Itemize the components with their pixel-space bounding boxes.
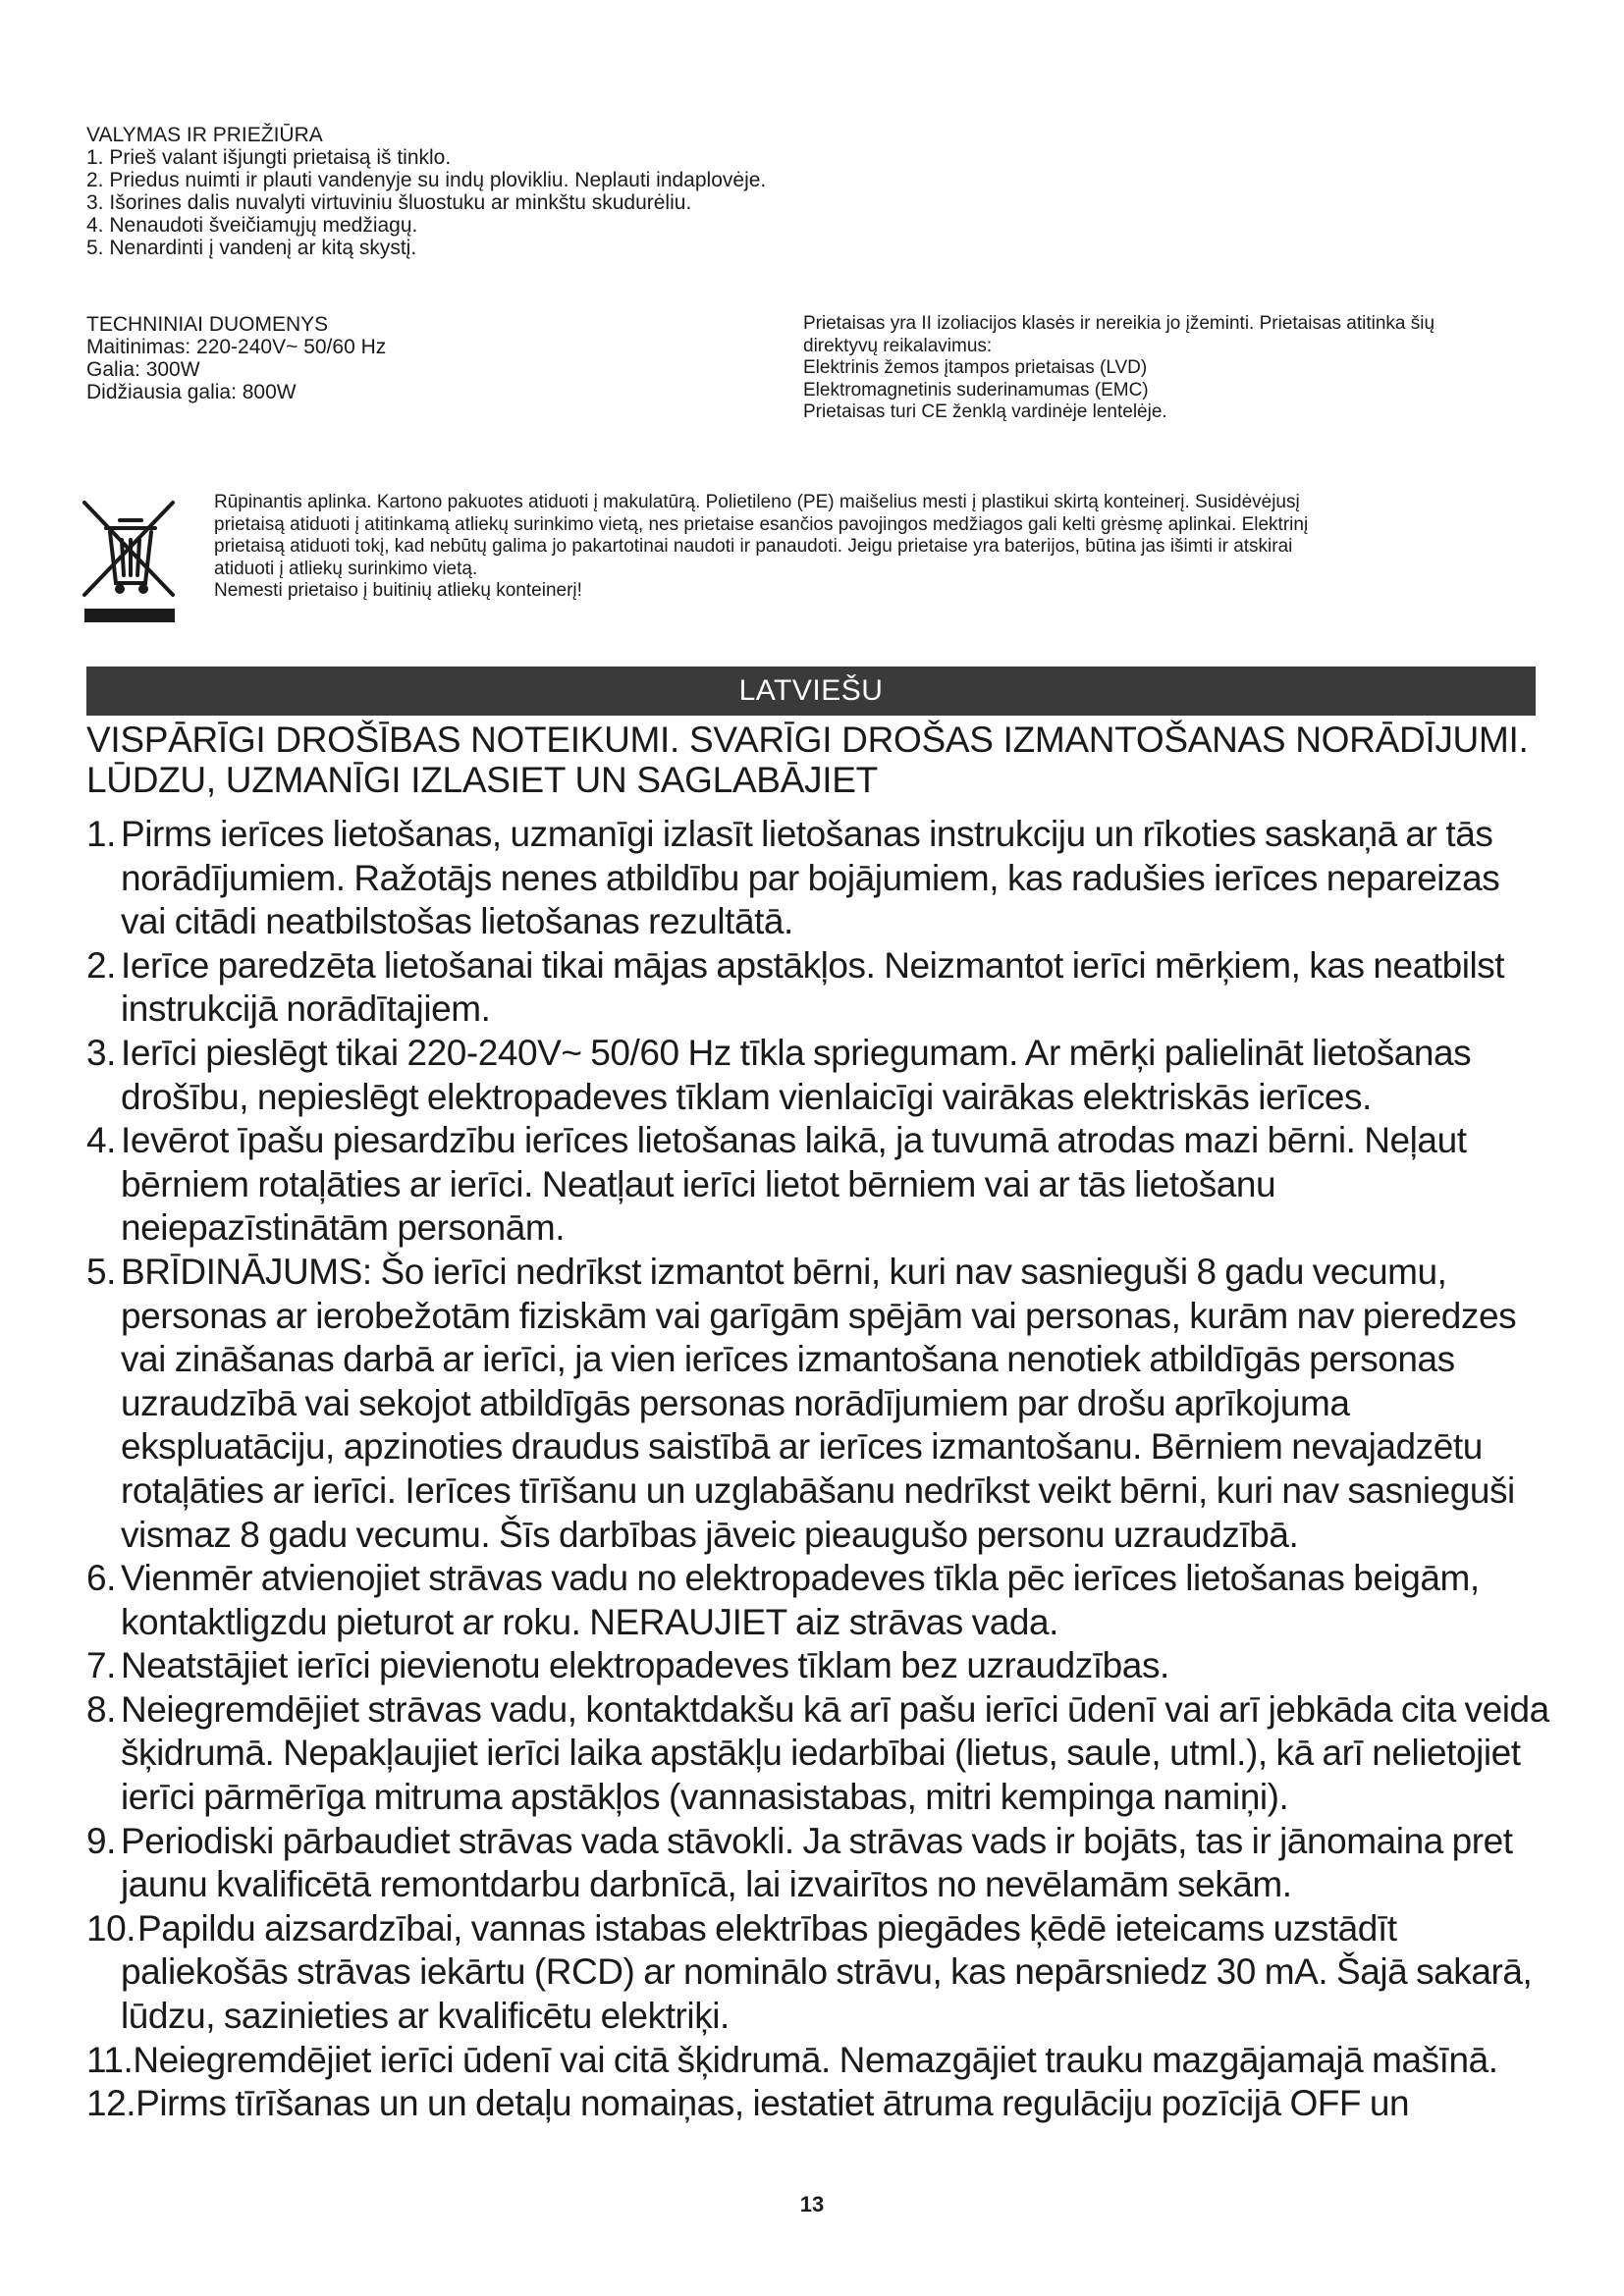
item-text: Neatstājiet ierīci pievienotu elektropadeves tīklam bez uzraudzības. bbox=[121, 1645, 1169, 1686]
item-text: Prieš valant išjungti prietaisą iš tinklo. bbox=[109, 146, 452, 169]
list-item bbox=[86, 1688, 1549, 1820]
list-item bbox=[86, 1557, 1549, 1644]
list-item bbox=[86, 169, 1068, 191]
item-text: Priedus nuimti ir plauti vandenyje su indų plovikliu. Neplauti indaplovėje. bbox=[109, 169, 767, 191]
lt-env-line: prietaisą atiduoti į atitinkamą atliekų surinkimo vietą, nes prietaise esančios pavojingos medžiagos gali kelti grėsmę aplinkai. Elektrinį bbox=[214, 513, 1309, 535]
item-text: Nenardinti į vandenį ar kitą skystį. bbox=[109, 237, 417, 259]
item-text: Papildu aizsardzībai, vannas istabas elektrības piegādes ķēdē ieteicams uzstādīt paliekošās strāvas iekārtu (RCD) ar nominālo strāvu, kas nepārsniedz 30 mA. Šajā sakarā, lūdzu, sazinieties ar kvalificētu elektriķi. bbox=[121, 1907, 1533, 2037]
item-number: 6. bbox=[86, 1558, 116, 1599]
crossed-bin-icon bbox=[81, 499, 183, 628]
lt-env-line: atiduoti į atliekų surinkimo vietą. bbox=[214, 558, 478, 579]
lv-heading-line: VISPĀRĪGI DROŠĪBAS NOTEIKUMI. SVARĪGI DROŠAS IZMANTOŠANAS NORĀDĪJUMI. bbox=[86, 720, 1529, 760]
item-number: 8. bbox=[86, 1688, 116, 1730]
item-text: Pirms ierīces lietošanas, uzmanīgi izlasīt lietošanas instrukciju un rīkoties saskaņā ar tās norādījumiem. Ražotājs nenes atbildību par bojājumiem, kas radušies ierīces nepareizas vai citādi neatbilstošas lietošanas rezultātā. bbox=[121, 814, 1500, 942]
lt-env-section bbox=[214, 492, 1549, 603]
item-text: Neiegremdējiet ierīci ūdenī vai citā šķidrumā. Nemazgājiet trauku mazgājamajā mašīnā. bbox=[133, 2039, 1498, 2080]
list-item bbox=[86, 191, 1068, 214]
item-number: 10. bbox=[86, 1907, 136, 1949]
lt-tech-line: Didžiausia galia: 800W bbox=[86, 381, 297, 403]
list-item bbox=[86, 214, 1068, 237]
lt-class-line: Prietaisas turi CE ženklą vardinėje lentelėje. bbox=[803, 401, 1167, 422]
lt-tech-title: TECHNINIAI DUOMENYS bbox=[86, 313, 329, 336]
lt-care-list bbox=[86, 146, 1068, 259]
item-number: 7. bbox=[86, 1645, 116, 1686]
lt-env-line: Nemesti prietaiso į buitinių atliekų konteinerį! bbox=[214, 580, 582, 601]
lt-class-line: Elektromagnetinis suderinamumas (EMC) bbox=[803, 379, 1149, 400]
item-number: 5. bbox=[86, 237, 104, 259]
list-item bbox=[86, 1820, 1549, 1907]
list-item bbox=[86, 1032, 1549, 1119]
item-text: Pirms tīrīšanas un un detaļu nomaiņas, iestatiet ātruma regulāciju pozīcijā OFF un bbox=[135, 2083, 1410, 2124]
item-text: Ierīci pieslēgt tikai 220-240V~ 50/60 Hz tīkla spriegumam. Ar mērķi palielināt lietošanas drošību, nepieslēgt elektropadeves tīklam vienlaicīgi vairākas elektriskās ierīces. bbox=[121, 1032, 1472, 1117]
list-item bbox=[86, 813, 1549, 944]
item-number: 4. bbox=[86, 214, 104, 237]
list-item bbox=[86, 237, 1068, 259]
list-item bbox=[86, 1644, 1549, 1688]
lt-env-line: prietaisą atiduoti tokį, kad nebūtų galima jo pakartotinai naudoti ir panaudoti. Jeigu prietaise yra baterijos, būtina jas išimti ir atskirai bbox=[214, 536, 1293, 557]
item-number: 1. bbox=[86, 146, 104, 169]
lt-class-section bbox=[803, 313, 1549, 424]
item-text: Neiegremdējiet strāvas vadu, kontaktdakšu kā arī pašu ierīci ūdenī vai arī jebkāda cita veida šķidrumā. Nepakļaujiet ierīci laika apstākļu iedarbībai (lietus, saule, utml.), kā arī nelietojiet ierīci pārmērīga mitruma apstākļos (vannasistabas, mitri kempinga namiņi). bbox=[121, 1688, 1549, 1818]
list-item bbox=[86, 1907, 1549, 2039]
item-number: 1. bbox=[86, 814, 116, 854]
item-number: 3. bbox=[86, 1032, 116, 1073]
item-number: 12. bbox=[86, 2083, 136, 2124]
lt-care-section bbox=[86, 124, 1068, 259]
lt-class-line: Elektrinis žemos įtampos prietaisas (LVD) bbox=[803, 357, 1148, 378]
item-text: Ievērot īpašu piesardzību ierīces lietošanas laikā, ja tuvumā atrodas mazi bērni. Neļaut bērniem rotaļāties ar ierīci. Neatļaut ierīci lietot bērniem vai ar tās lietošanu neiepazīstinātām personām. bbox=[121, 1120, 1467, 1249]
lt-tech-line: Galia: 300W bbox=[86, 358, 200, 381]
item-number: 9. bbox=[86, 1820, 116, 1861]
item-number: 3. bbox=[86, 191, 104, 214]
item-text: Išorines dalis nuvalyti virtuviniu šluostuku ar minkštu skudurėliu. bbox=[109, 191, 692, 214]
item-number: 11. bbox=[86, 2039, 134, 2080]
list-item bbox=[86, 1119, 1549, 1251]
lt-class-line: Prietaisas yra II izoliacijos klasės ir nereikia jo įžeminti. Prietaisas atitinka šių bbox=[803, 313, 1435, 334]
list-item bbox=[86, 1251, 1549, 1557]
item-number: 4. bbox=[86, 1120, 116, 1161]
item-text: Nenaudoti šveičiamųjų medžiagų. bbox=[109, 214, 418, 237]
lt-tech-line: Maitinimas: 220-240V~ 50/60 Hz bbox=[86, 336, 387, 358]
item-number: 2. bbox=[86, 169, 104, 191]
lv-safety-list bbox=[86, 813, 1549, 2126]
list-item bbox=[86, 146, 1068, 169]
item-text: Vienmēr atvienojiet strāvas vadu no elektropadeves tīkla pēc ierīces lietošanas beigām, kontaktligzdu pieturot ar roku. NERAUJIET aiz strāvas vada. bbox=[121, 1558, 1480, 1642]
list-item bbox=[86, 944, 1549, 1032]
item-text: Ierīce paredzēta lietošanai tikai mājas apstākļos. Neizmantot ierīci mērķiem, kas neatbilst instrukcijā norādītajiem. bbox=[121, 944, 1505, 1030]
list-item bbox=[86, 2039, 1549, 2083]
lt-class-line: direktyvų reikalavimus: bbox=[803, 335, 993, 356]
language-banner: LATVIEŠU bbox=[86, 667, 1536, 716]
lv-heading bbox=[86, 720, 1549, 800]
item-number: 2. bbox=[86, 944, 116, 986]
item-text: Periodiski pārbaudiet strāvas vada stāvokli. Ja strāvas vads ir bojāts, tas ir jānomaina pret jaunu kvalificētā remontdarbu darbnīcā, lai izvairītos no nevēlamām sekām. bbox=[121, 1820, 1513, 1905]
lt-care-title: VALYMAS IR PRIEŽIŪRA bbox=[86, 124, 323, 146]
item-text: BRĪDINĀJUMS: Šo ierīci nedrīkst izmantot bērni, kuri nav sasnieguši 8 gadu vecumu, personas ar ierobežotām fiziskām vai garīgām spējām vai personas, kurām nav pieredzes vai zināšanas darbā ar ierīci, ja vien ierīces izmantošana nenotiek atbildīgās personas uzraudzībā vai sekojot atbildīgās personas norādījumiem par drošu aprīkojuma ekspluatāciju, apzinoties draudus saistībā ar ierīces izmantošanu. Bērniem nevajadzētu rotaļāties ar ierīci. Ierīces tīrīšanu un uzglabāšanu nedrīkst veikt bērni, kuri nav sasnieguši vismaz 8 gadu vecumu. Šīs darbības jāveic pieaugušo personu uzraudzībā. bbox=[121, 1251, 1517, 1555]
lt-tech-section bbox=[86, 313, 577, 403]
list-item bbox=[86, 2082, 1549, 2126]
lt-env-line: Rūpinantis aplinka. Kartono pakuotes atiduoti į makulatūrą. Polietileno (PE) maišelius mesti į plastikui skirtą konteinerį. Susidėvėjusį bbox=[214, 492, 1300, 512]
page-number: 13 bbox=[799, 2192, 825, 2216]
lv-heading-line: LŪDZU, UZMANĪGI IZLASIET UN SAGLABĀJIET bbox=[86, 760, 878, 800]
item-number: 5. bbox=[86, 1251, 116, 1292]
